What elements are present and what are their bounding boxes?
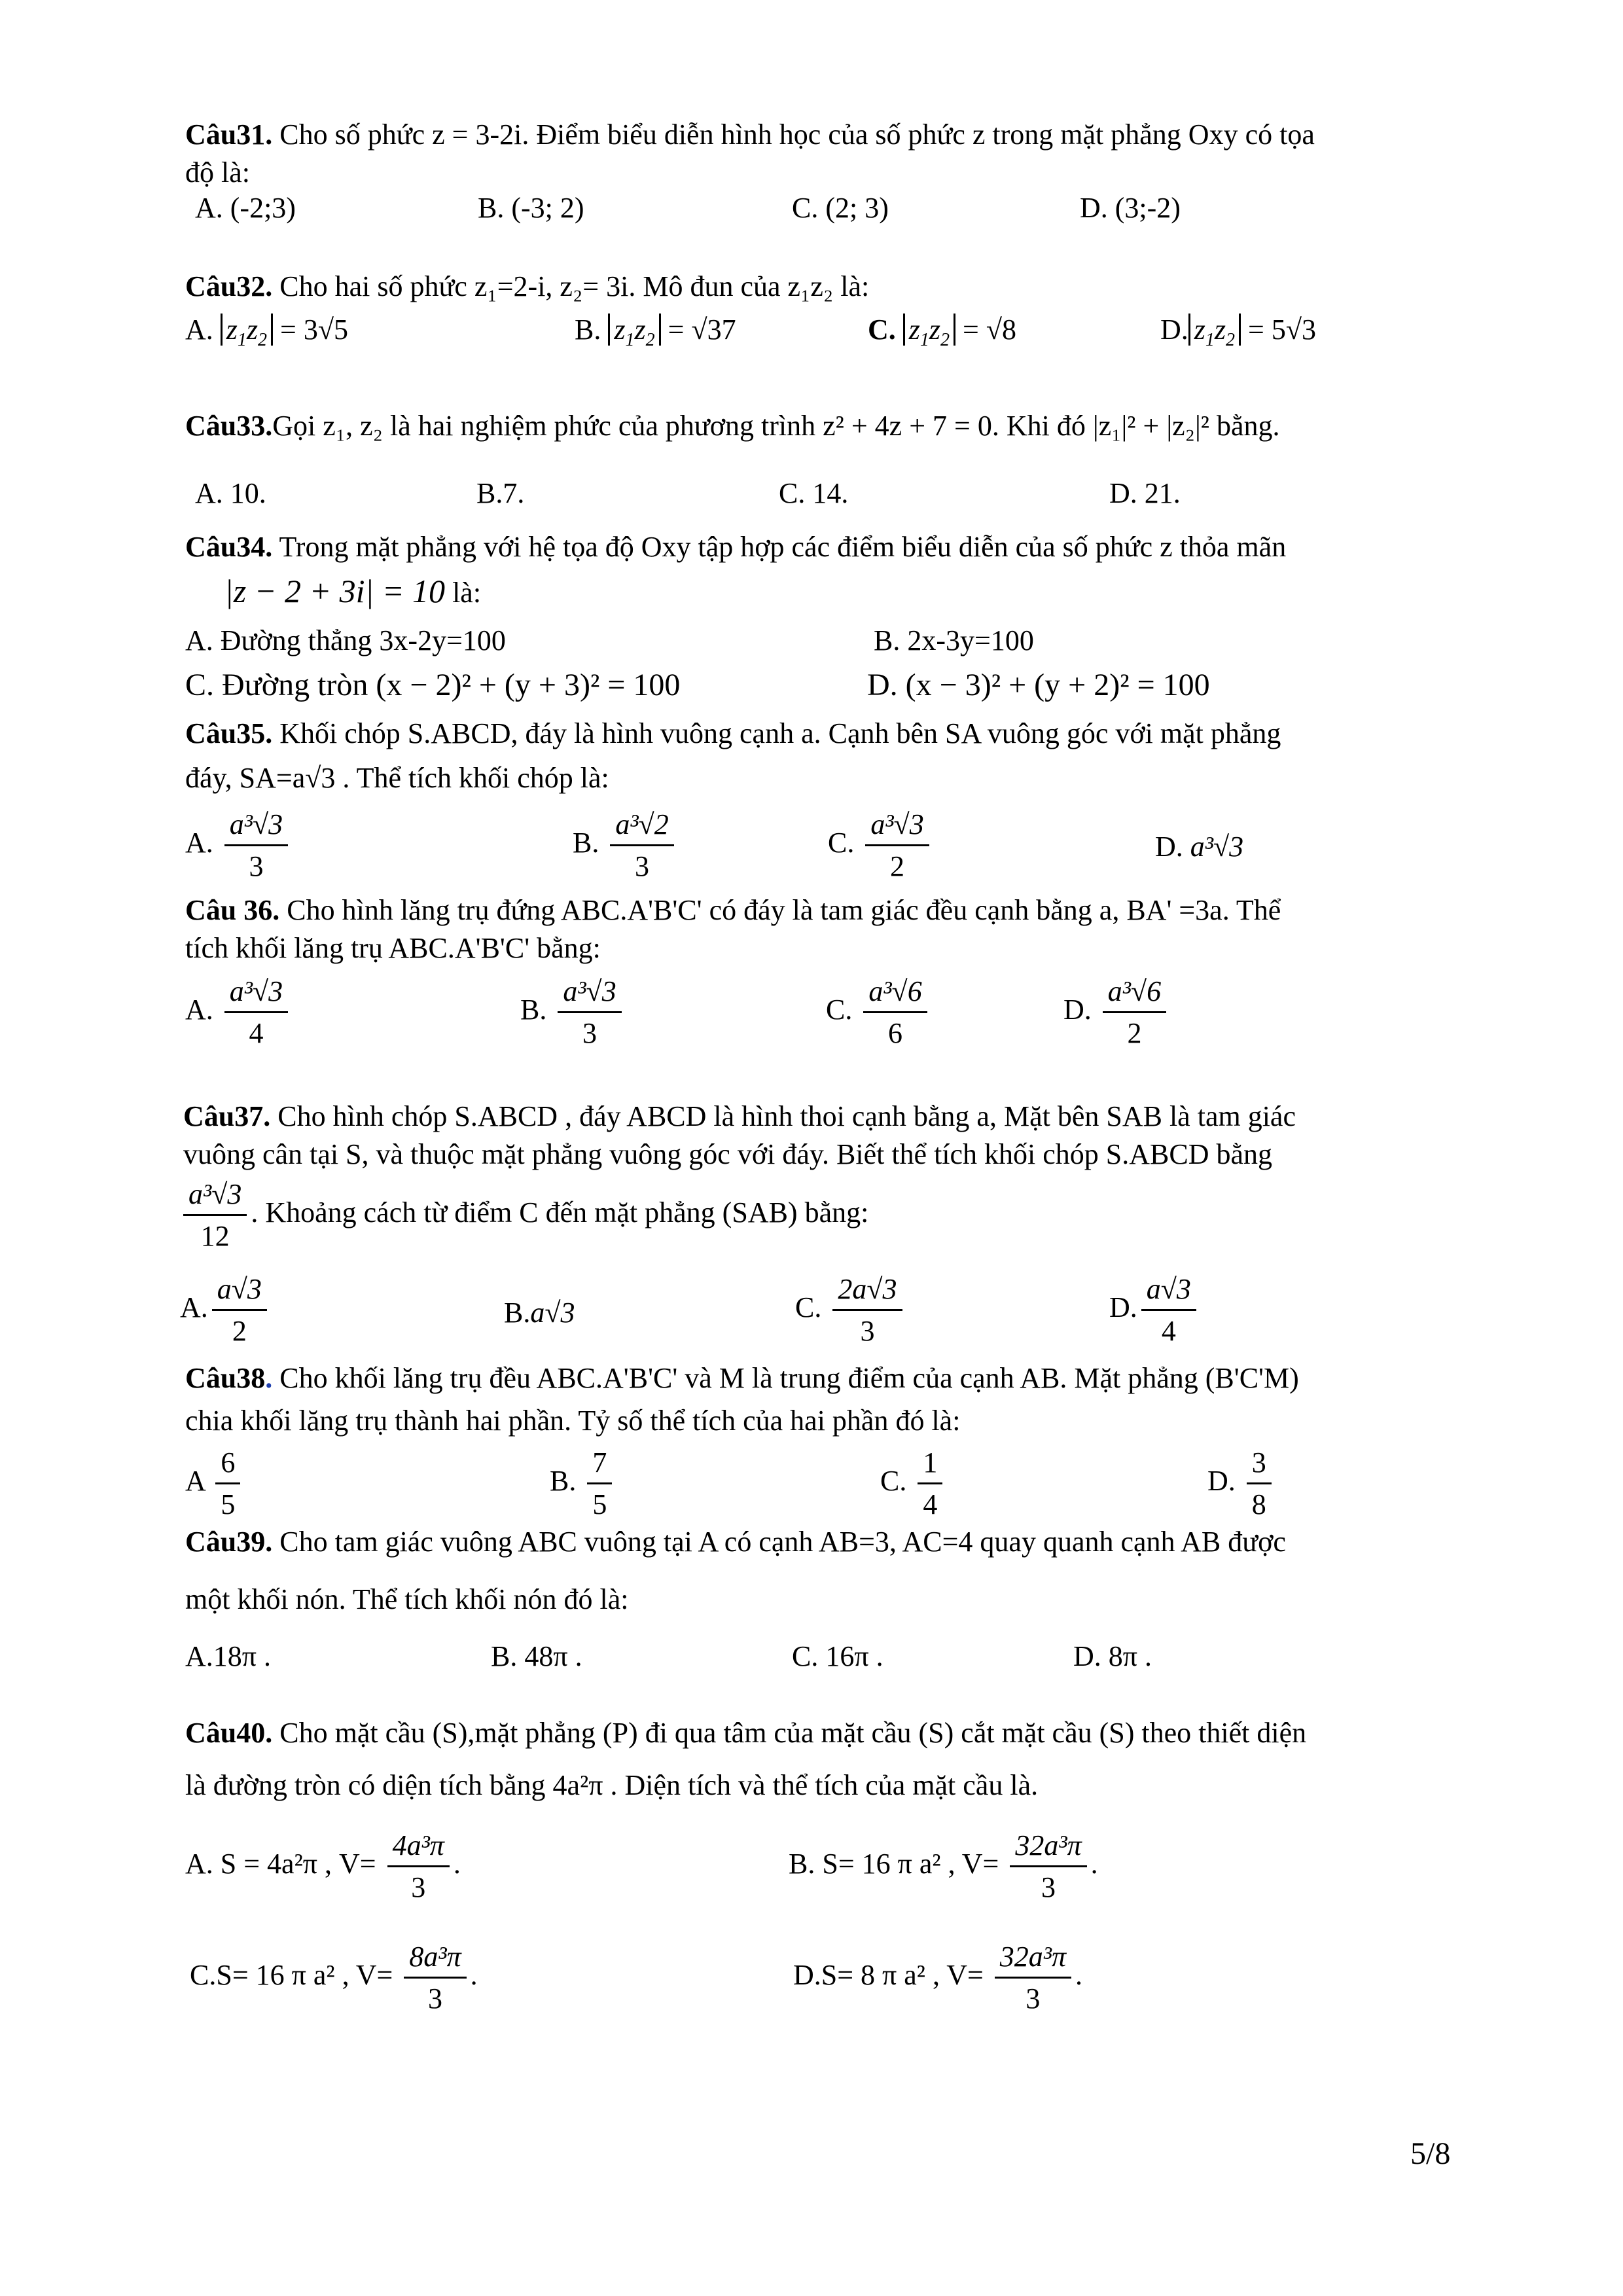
q31-option-c: C. (2; 3) [792,192,889,224]
q32-option-b: B. $z_1z_2 = √37$ [575,314,736,350]
q35-option-b [573,808,678,883]
q34-option-b: B. 2x-3y=100 [874,624,1034,656]
q32-b-val: √37 [691,314,736,346]
q40-d-frac [995,1941,1071,2015]
q31-line1 [185,118,1315,152]
q34-line1 [185,530,1286,565]
q40-c-pre: C.S= 16 π a² , V= [190,1959,393,1992]
q40-line1 [185,1716,1306,1751]
q34-condition [224,571,481,611]
q35-option-c [828,808,933,883]
q32-d-val: 5√3 [1271,314,1317,346]
q40-a-num: 4a³π [387,1829,450,1867]
q38-c-den: 4 [923,1488,938,1520]
q34-option-c: C. Đường tròn (x − 2)² + (y + 3)² = 100 [185,668,681,702]
q35-text2: đáy, SA=a√3 . Thể tích khối chóp là: [185,762,609,794]
q40-option-a [185,1829,461,1904]
q35-d-val: a³√3 [1190,831,1244,863]
q34-text: Trong mặt phẳng với hệ tọa độ Oxy tập hợp các điểm biểu diễn của số phức z thỏa mãn [272,531,1287,563]
q34-option-d: D. (x − 3)² + (y + 2)² = 100 [867,668,1210,702]
q32-a-abs: $z_1z_2$ [221,314,273,346]
q38-label: Câu38 [185,1362,266,1394]
q36-c-den: 6 [888,1016,903,1049]
q36-d-den: 2 [1127,1016,1142,1049]
q40-option-d [793,1941,1082,2015]
q38-a-frac [215,1446,240,1521]
q39-line1 [185,1525,1286,1560]
q35-text: Khối chóp S.ABCD, đáy là hình vuông cạnh a. Cạnh bên SA vuông góc với mặt phẳng [272,717,1281,749]
q37-a-frac [212,1273,267,1348]
q37-option-d [1109,1273,1200,1348]
q35-b-den: 3 [635,850,650,882]
q40-label: Câu40. [185,1717,273,1749]
q37-c-label: C. [795,1291,822,1324]
q31-text2: độ là: [185,156,250,188]
q37-vol-den: 12 [200,1219,230,1252]
q32-b-abs: $z_1z_2$ [608,314,660,346]
q35-a-den: 3 [249,850,264,882]
q38-d-frac [1247,1446,1272,1521]
q40-a-frac [387,1829,450,1904]
q35-c-num: a³√3 [865,808,929,846]
q35-c-frac [865,808,929,883]
q40-option-c [190,1941,478,2015]
q37-a-label: A. [180,1291,208,1324]
q39-text: Cho tam giác vuông ABC vuông tại A có cạnh AB=3, AC=4 quay quanh cạnh AB được [272,1526,1286,1558]
q38-c-num: 1 [918,1446,942,1484]
q38-b-frac [587,1446,612,1521]
q37-d-den: 4 [1161,1314,1176,1347]
q35-label: Câu35. [185,717,273,749]
q36-b-num: a³√3 [558,975,621,1013]
q40-c-den: 3 [427,1982,442,2015]
q32-line1 [185,270,869,304]
q40-c-end: . [470,1959,478,1992]
q35-line1 [185,717,1281,751]
q36-label: Câu 36. [185,894,280,926]
q31-option-d: D. (3;-2) [1080,192,1181,224]
q37-text2: vuông cân tại S, và thuộc mặt phẳng vuông góc với đáy. Biết thể tích khối chóp S.ABCD bằng [183,1138,1273,1170]
q37-a-num: a√3 [212,1273,267,1311]
q35-a-label: A. [185,827,213,859]
q31-option-a: A. (-2;3) [195,192,296,224]
q37-line1 [183,1100,1296,1134]
q36-b-den: 3 [582,1016,597,1049]
q40-option-b [789,1829,1098,1904]
q38-a-num: 6 [215,1446,240,1484]
q39-label: Câu39. [185,1526,273,1558]
q38-c-frac [918,1446,942,1521]
q36-a-num: a³√3 [224,975,288,1013]
q40-b-end: . [1090,1848,1098,1880]
q37-b-label: B. [504,1297,531,1329]
q31-label: Câu31. [185,118,273,151]
q35-b-num: a³√2 [610,808,673,846]
q32-label: Câu32. [185,270,273,302]
q37-option-a [180,1273,271,1348]
q33-option-b: B.7. [476,477,525,509]
q37-vol-frac [183,1178,247,1253]
q32-b-label: B. [575,314,601,346]
q33-label: Câu33. [185,410,273,442]
q37-d-frac [1141,1273,1196,1348]
q31-text: Cho số phức z = 3-2i. Điểm biểu diễn hình học của số phức z trong mặt phẳng Oxy có tọa [272,118,1315,151]
q37-c-num: 2a√3 [832,1273,902,1311]
q35-b-label: B. [573,827,599,859]
q37-d-label: D. [1109,1291,1137,1324]
q38-a-label: A [185,1465,205,1498]
q35-option-a [185,808,292,883]
q32-option-a: A. $z_1z_2 = 3√5$ [185,314,349,350]
q34-label: Câu34. [185,531,273,563]
q40-text2: là đường tròn có diện tích bằng 4a²π . Diện tích và thể tích của mặt cầu là. [185,1769,1039,1801]
q36-option-c [826,975,931,1050]
q35-c-label: C. [828,827,855,859]
q31-option-b: B. (-3; 2) [478,192,584,224]
q37-c-den: 3 [860,1314,875,1347]
q40-b-den: 3 [1041,1871,1056,1903]
q33-line1 [185,409,1280,444]
q32-option-d: D. $z_1z_2 = 5√3$ [1160,314,1317,350]
q32-c-val: √8 [986,314,1017,346]
q37-text3: . Khoảng cách từ điểm C đến mặt phẳng (SAB) bằng: [251,1196,869,1229]
q34-option-a: A. Đường thẳng 3x-2y=100 [185,624,506,656]
q40-d-end: . [1075,1959,1083,1992]
q38-option-c [880,1446,946,1521]
q36-text2: tích khối lăng trụ ABC.A'B'C' bằng: [185,932,601,964]
q40-c-num: 8a³π [404,1941,466,1979]
q35-a-frac [224,808,288,883]
q34-cond-suffix: là: [445,577,482,609]
q32-a-label: A. [185,314,213,346]
q37-text: Cho hình chóp S.ABCD , đáy ABCD là hình thoi cạnh bằng a, Mặt bên SAB là tam giác [270,1100,1296,1132]
q38-c-label: C. [880,1465,907,1498]
q40-text: Cho mặt cầu (S),mặt phẳng (P) đi qua tâm của mặt cầu (S) cắt mặt cầu (S) theo thiết diện [272,1717,1307,1749]
q36-d-frac [1103,975,1166,1050]
q38-option-a [185,1446,244,1521]
q35-option-d [1155,830,1243,865]
q36-b-frac [558,975,621,1050]
q39-option-b: B. 48π . [491,1640,582,1672]
q32-d-abs: $z_1z_2$ [1188,314,1241,346]
q38-option-b [550,1446,616,1521]
q40-c-frac [404,1941,466,2015]
q40-d-num: 32a³π [995,1941,1071,1979]
q36-d-label: D. [1063,994,1092,1026]
q39-option-d: D. 8π . [1073,1640,1152,1672]
q40-b-frac [1010,1829,1086,1904]
q38-a-den: 5 [221,1488,236,1520]
q40-d-pre: D.S= 8 π a² , V= [793,1959,984,1992]
q37-b-val: a√3 [530,1297,575,1329]
q40-b-pre: B. S= 16 π a² , V= [789,1848,999,1880]
q36-option-a [185,975,292,1050]
q37-c-frac [832,1273,902,1348]
q32-c-label: C. [868,314,896,346]
q37-d-num: a√3 [1141,1273,1196,1311]
q38-b-num: 7 [587,1446,612,1484]
q40-d-den: 3 [1026,1982,1041,2015]
q39-option-a: A.18π . [185,1640,271,1672]
q35-d-label: D. [1155,831,1183,863]
q40-a-end: . [453,1848,461,1880]
q35-b-frac [610,808,673,883]
q38-d-num: 3 [1247,1446,1272,1484]
q36-b-label: B. [520,994,547,1026]
q33-option-c: C. 14. [779,477,849,509]
q32-d-label: D. [1160,314,1188,346]
q38-text: Cho khối lăng trụ đều ABC.A'B'C' và M là trung điểm của cạnh AB. Mặt phẳng (B'C'M) [272,1362,1299,1394]
q32-c-abs: $z_1z_2$ [903,314,955,346]
q36-a-den: 4 [249,1016,264,1049]
q32-text: Cho hai số phức z₁=2-i, z₂= 3i. Mô đun của z₁z₂ là: [272,270,870,302]
q36-option-d [1063,975,1170,1050]
page-number: 5/8 [1410,2136,1451,2171]
q38-d-den: 8 [1251,1488,1266,1520]
q37-line3 [183,1178,868,1253]
q32-a-val: 3√5 [303,314,349,346]
q36-a-frac [224,975,288,1050]
q36-line1 [185,893,1281,928]
q33-text: Gọi z₁, z₂ là hai nghiệm phức của phương trình z² + 4z + 7 = 0. Khi đó |z₁|² + |z₂|² bằng. [272,410,1280,442]
q38-b-label: B. [550,1465,577,1498]
q39-option-c: C. 16π . [792,1640,883,1672]
q37-label: Câu37. [183,1100,271,1132]
q39-text2: một khối nón. Thể tích khối nón đó là: [185,1583,629,1615]
q40-a-den: 3 [411,1871,426,1903]
q36-option-b [520,975,626,1050]
q40-a-pre: A. S = 4a²π , V= [185,1848,376,1880]
q38-d-label: D. [1207,1465,1236,1498]
q37-option-c [795,1273,906,1348]
q36-text: Cho hình lăng trụ đứng ABC.A'B'C' có đáy là tam giác đều cạnh bằng a, BA' =3a. Thể [279,894,1281,926]
q35-a-num: a³√3 [224,808,288,846]
q34-cond: |z − 2 + 3i| = 10 [224,573,446,609]
q33-option-a: A. 10. [195,477,266,509]
q36-c-label: C. [826,994,853,1026]
q38-line1 [185,1361,1299,1396]
q38-text2: chia khối lăng trụ thành hai phần. Tỷ số thể tích của hai phần đó là: [185,1405,961,1437]
q37-option-b [504,1296,575,1331]
q37-vol-num: a³√3 [183,1178,247,1216]
q32-option-c: C. $z_1z_2 = √8$ [868,314,1017,350]
q36-d-num: a³√6 [1103,975,1166,1013]
q37-a-den: 2 [232,1314,247,1347]
q38-b-den: 5 [592,1488,607,1520]
q40-b-num: 32a³π [1010,1829,1086,1867]
q35-c-den: 2 [890,850,905,882]
q36-c-frac [863,975,927,1050]
q33-option-d: D. 21. [1109,477,1181,509]
q36-c-num: a³√6 [863,975,927,1013]
q38-dot: . [265,1362,273,1394]
q38-option-d [1207,1446,1275,1521]
q36-a-label: A. [185,994,213,1026]
